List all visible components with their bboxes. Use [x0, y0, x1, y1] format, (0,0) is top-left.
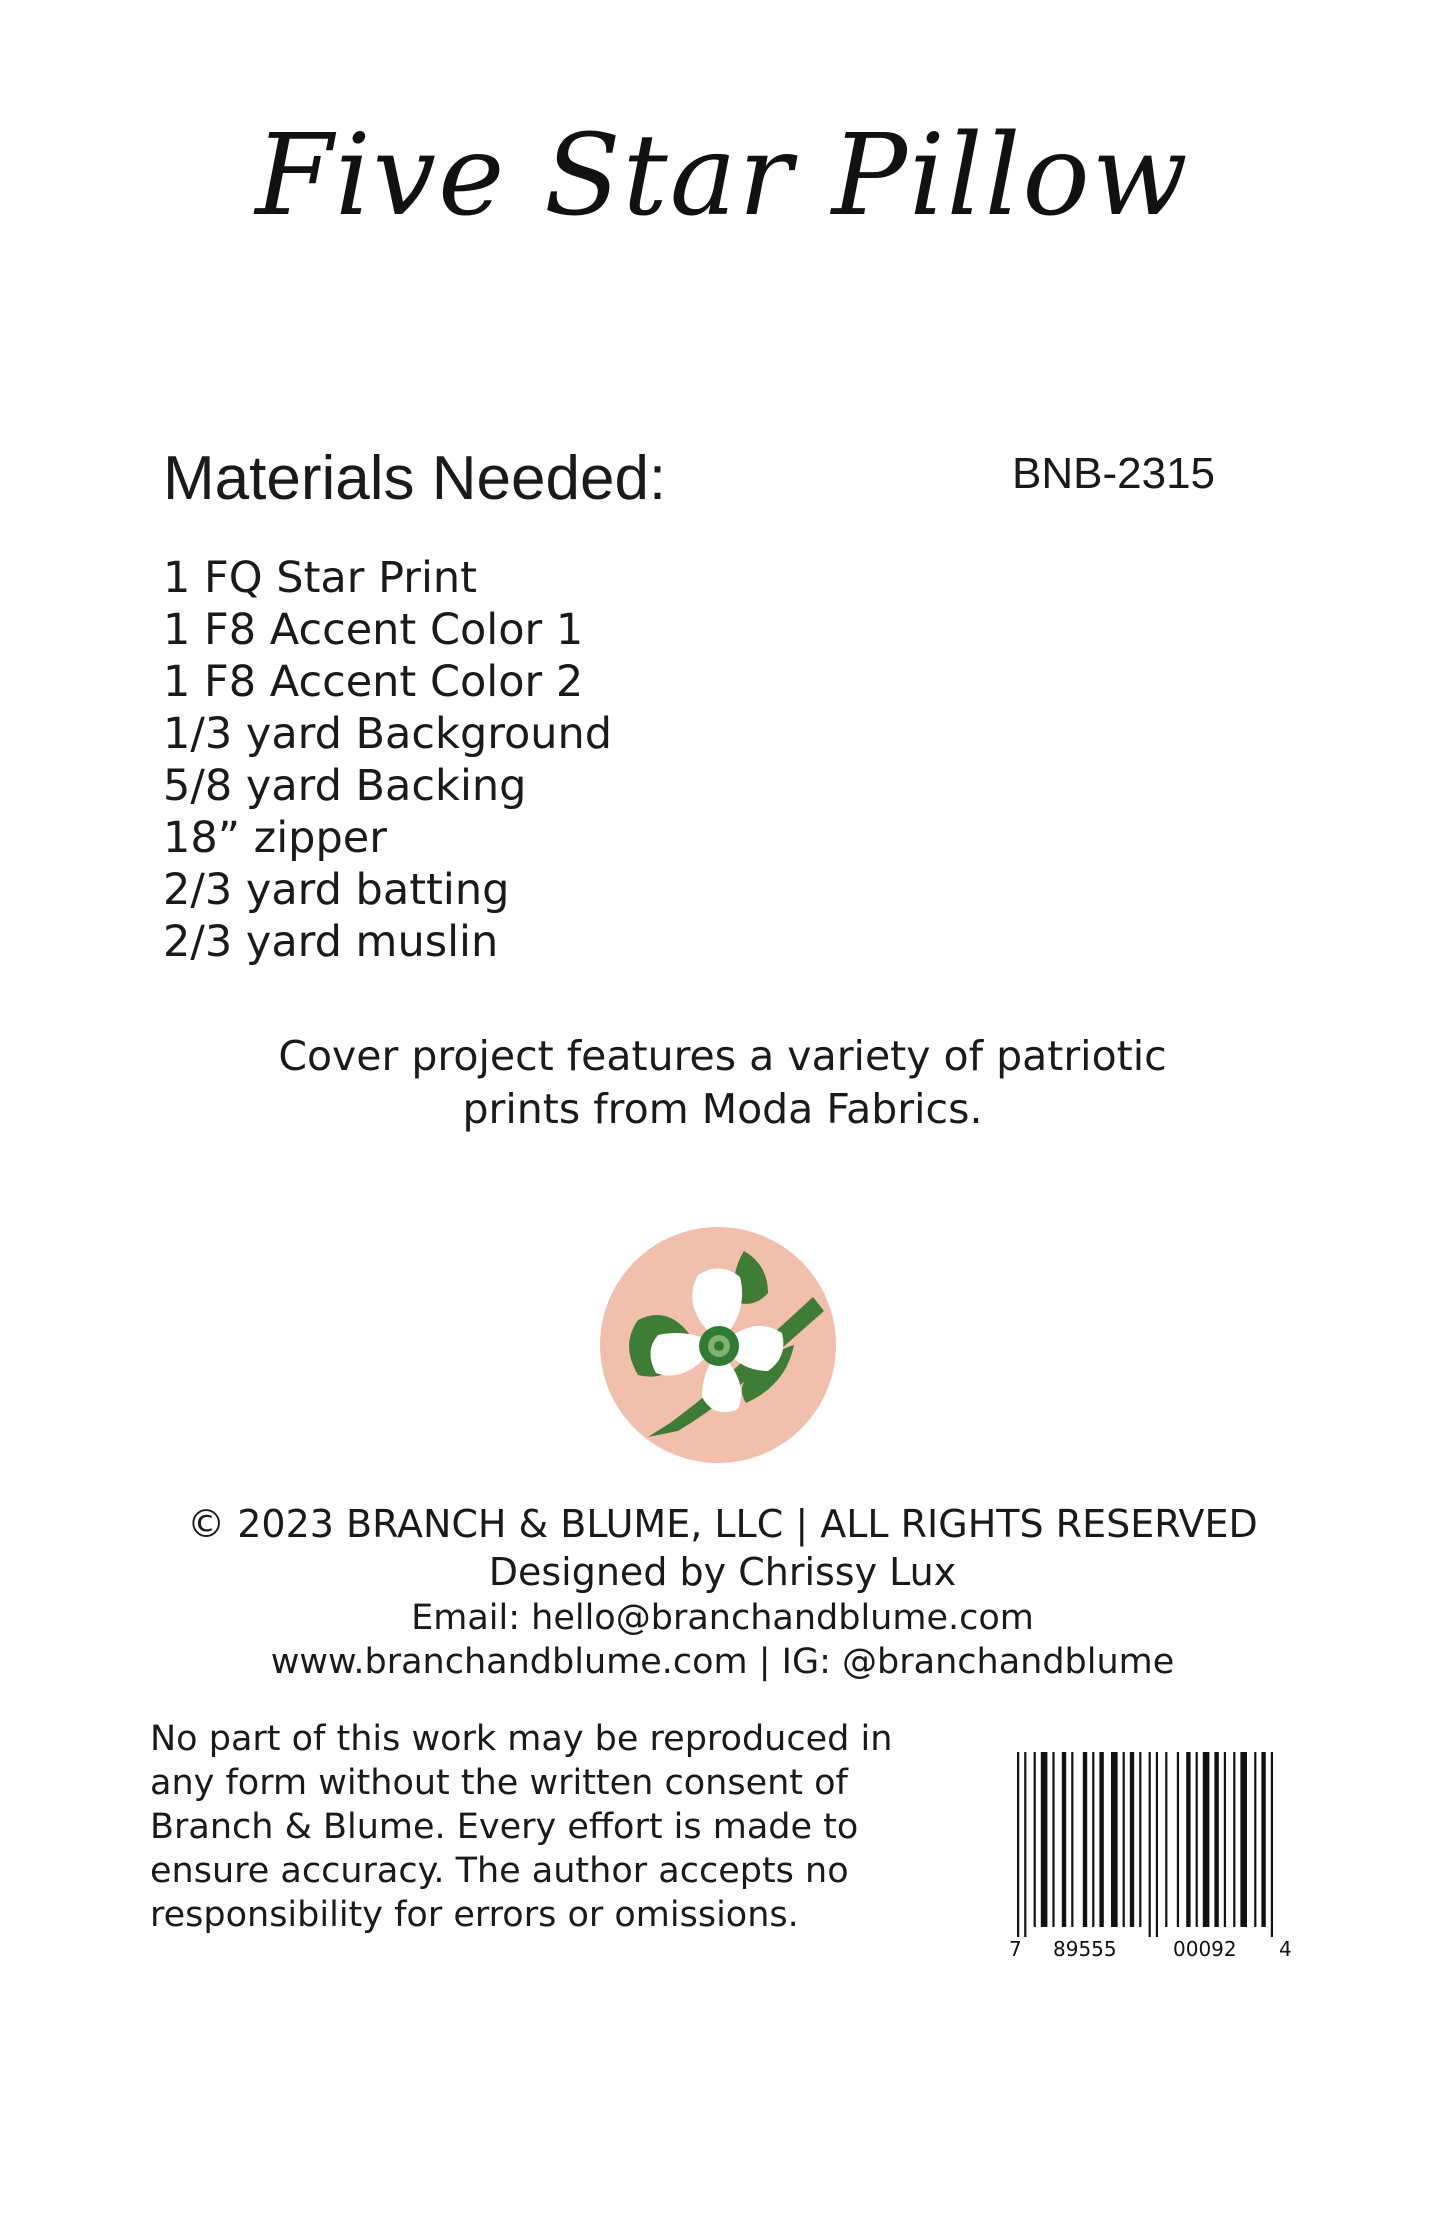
legal-disclaimer [150, 1717, 893, 1937]
barcode-bar [1052, 1752, 1054, 1927]
barcode-bar [1111, 1752, 1118, 1927]
barcode-bar [1196, 1752, 1198, 1927]
barcode-bar [1123, 1752, 1125, 1927]
list-item: 2/3 yard muslin [163, 917, 499, 967]
barcode-bar [1203, 1752, 1210, 1927]
barcode-bar [1233, 1752, 1235, 1927]
pattern-title: Five Star Pillow [255, 111, 1190, 241]
disclaimer-line: responsibility for errors or omissions. [150, 1895, 799, 1935]
disclaimer-line: ensure accuracy. The author accepts no [150, 1851, 849, 1891]
barcode-bar [1062, 1752, 1066, 1927]
disclaimer-line: No part of this work may be reproduced in [150, 1719, 893, 1759]
designer-credit: Designed by Chrissy Lux [488, 1550, 957, 1594]
list-item: 1 FQ Star Print [163, 553, 478, 603]
credits-block [0, 1500, 1445, 1684]
barcode-bar [1071, 1752, 1073, 1927]
copyright-line: © 2023 BRANCH & BLUME, LLC | ALL RIGHTS RESERVED [187, 1502, 1258, 1546]
cover-note-line: Cover project features a variety of patriotic [278, 1032, 1167, 1080]
barcode-bar [1041, 1752, 1048, 1927]
list-item: 5/8 yard Backing [163, 761, 527, 811]
disclaimer-line: Branch & Blume. Every effort is made to [150, 1807, 859, 1847]
barcode-bar [1186, 1752, 1190, 1927]
upc-barcode [1005, 1752, 1295, 1962]
website-social: www.branchandblume.com | IG: @branchandblume [270, 1642, 1175, 1682]
barcode-bar [1130, 1752, 1134, 1927]
barcode-digits-right: 00092 [1173, 1937, 1237, 1961]
barcode-digit-first: 7 [1009, 1937, 1022, 1961]
barcode-bar [1165, 1752, 1167, 1927]
barcode-bar [1271, 1752, 1273, 1937]
list-item: 2/3 yard batting [163, 865, 510, 915]
list-item: 1 F8 Accent Color 1 [163, 605, 584, 655]
barcode-digits-left: 89555 [1053, 1937, 1117, 1961]
barcode-bar [1240, 1752, 1247, 1927]
list-item: 18” zipper [163, 813, 387, 863]
materials-heading: Materials Needed: [163, 444, 667, 513]
barcode-bar [1254, 1752, 1256, 1927]
barcode-bars [1005, 1752, 1295, 1937]
barcode-bar [1214, 1752, 1218, 1927]
barcode-bar [1017, 1752, 1019, 1937]
contact-email: Email: hello@branchandblume.com [411, 1598, 1034, 1638]
cover-note-line: prints from Moda Fabrics. [462, 1085, 983, 1133]
list-item: 1 F8 Accent Color 2 [163, 657, 584, 707]
barcode-bar [1099, 1752, 1103, 1927]
barcode-bar [1034, 1752, 1036, 1927]
barcode-bar [1224, 1752, 1226, 1927]
cover-project-note [0, 1030, 1445, 1136]
barcode-bar [1177, 1752, 1179, 1927]
barcode-bar [1156, 1752, 1158, 1937]
barcode-bar [1139, 1752, 1141, 1927]
pattern-sku: BNB-2315 [1012, 449, 1216, 498]
brand-logo [598, 1225, 838, 1465]
list-item: 1/3 yard Background [163, 709, 613, 759]
materials-list [163, 552, 612, 968]
barcode-bar [1024, 1752, 1026, 1937]
barcode-digit-last: 4 [1279, 1937, 1292, 1961]
barcode-bar [1149, 1752, 1151, 1937]
barcode-bar [1092, 1752, 1094, 1927]
disclaimer-line: any form without the written consent of [150, 1763, 848, 1803]
barcode-bar [1261, 1752, 1265, 1927]
dogwood-flower-icon [598, 1225, 838, 1465]
barcode-bar [1083, 1752, 1087, 1927]
